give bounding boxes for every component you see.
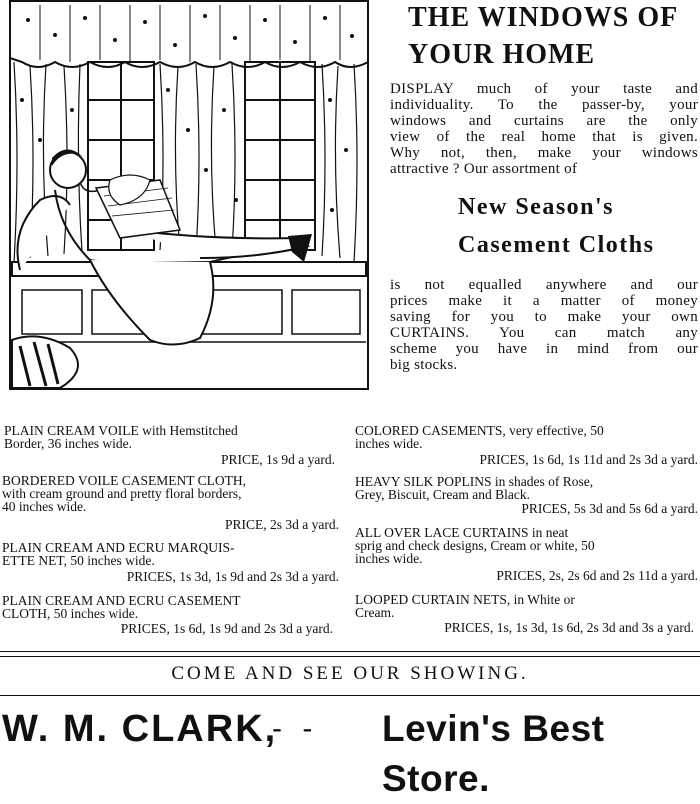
item-line: BORDERED VOILE CASEMENT CLOTH,	[2, 473, 247, 488]
outro-paragraph	[390, 277, 698, 373]
intro-paragraph	[390, 81, 698, 177]
item-line: sprig and check designs, Cream or white, 50	[355, 538, 595, 553]
item-line: CLOTH, 50 inches wide.	[2, 606, 139, 621]
item-price: PRICE, 2s 3d a yard.	[225, 517, 339, 532]
outro-line: prices make it a matter of money	[390, 293, 698, 309]
double-rule-bottom	[0, 656, 700, 657]
intro-line: attractive ? Our assortment of	[390, 161, 578, 177]
product-listing-bordered-voile	[2, 473, 347, 532]
item-line: COLORED CASEMENTS, very effective, 50	[355, 423, 604, 438]
headline-line-2: YOUR HOME	[408, 39, 596, 70]
headline-line-1: THE WINDOWS OF	[408, 2, 679, 33]
item-line: PLAIN CREAM AND ECRU CASEMENT	[2, 593, 241, 608]
item-price: PRICES, 1s 6d, 1s 11d and 2s 3d a yard.	[479, 452, 698, 467]
item-price: PRICES, 5s 3d and 5s 6d a yard.	[521, 501, 698, 516]
item-line: Grey, Biscuit, Cream and Black.	[355, 487, 530, 502]
item-line: LOOPED CURTAIN NETS, in White or	[355, 592, 575, 607]
feature-line-1: New Season's	[458, 194, 615, 220]
intro-line: individuality. To the passer-by, your	[390, 97, 698, 113]
item-line: ETTE NET, 50 inches wide.	[2, 553, 155, 568]
item-line: HEAVY SILK POPLINS in shades of Rose,	[355, 474, 594, 489]
intro-line: windows and curtains are the only	[390, 113, 698, 129]
product-listing-casement-cloth	[2, 593, 347, 636]
item-price: PRICES, 2s, 2s 6d and 2s 11d a yard.	[496, 568, 698, 583]
item-price: PRICES, 1s, 1s 3d, 1s 6d, 2s 3d and 3s a yard.	[444, 620, 694, 635]
product-listing-curtain-nets	[355, 592, 698, 635]
outro-line: saving for you to make your own	[390, 309, 698, 325]
item-line: with cream ground and pretty floral borders,	[2, 486, 242, 501]
outro-line: CURTAINS. You can match any	[390, 325, 698, 341]
item-line: Border, 36 inches wide.	[4, 436, 133, 451]
product-listing-lace-curtains	[355, 525, 698, 583]
double-rule-top	[0, 651, 700, 652]
outro-line: is not equalled anywhere and our	[390, 277, 698, 293]
outro-line: scheme you have in mind from our	[390, 341, 698, 357]
window-seat-illustration	[0, 0, 370, 392]
showing-line: COME AND SEE OUR SHOWING.	[171, 663, 529, 684]
product-listing-colored-casements	[355, 423, 698, 467]
feature-line-2: Casement Cloths	[458, 232, 655, 258]
merchant-name: W. M. CLARK,	[2, 708, 278, 750]
item-line: PLAIN CREAM VOILE with Hemstitched	[4, 423, 238, 438]
product-listing-marquisette	[2, 540, 347, 584]
item-line: inches wide.	[355, 436, 423, 451]
intro-line: Why not, then, make your windows	[390, 145, 698, 161]
item-price: PRICES, 1s 3d, 1s 9d and 2s 3d a yard.	[126, 569, 339, 584]
outro-line: big stocks.	[390, 357, 458, 373]
product-listing-silk-poplins	[355, 474, 698, 516]
footer-dashes: - -	[272, 712, 313, 745]
rule-above-store	[0, 695, 700, 696]
item-line: ALL OVER LACE CURTAINS in neat	[355, 525, 569, 540]
item-line: PLAIN CREAM AND ECRU MARQUIS-	[2, 540, 235, 555]
product-listing-voile	[4, 423, 349, 467]
intro-line: view of the real home that is given.	[390, 129, 698, 145]
item-price: PRICE, 1s 9d a yard.	[221, 452, 335, 467]
intro-line: DISPLAY much of your taste and	[390, 81, 698, 97]
item-price: PRICES, 1s 6d, 1s 9d and 2s 3d a yard.	[120, 621, 333, 636]
item-line: Cream.	[355, 605, 395, 620]
item-line: 40 inches wide.	[2, 499, 87, 514]
store-name: Levin's Best Store.	[382, 708, 605, 799]
item-line: inches wide.	[355, 551, 423, 566]
